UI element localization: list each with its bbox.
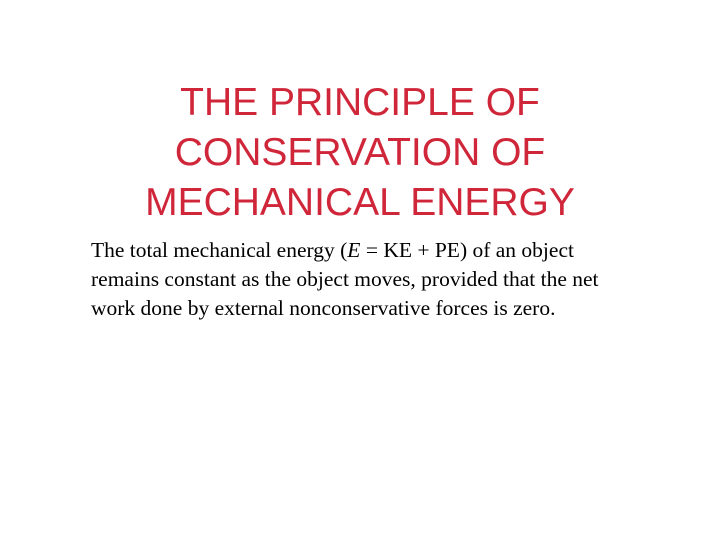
title-line-2: CONSERVATION OF: [174, 131, 546, 175]
energy-symbol: E: [347, 238, 361, 262]
statement-line-3: work done by external nonconservative forces is zero.: [91, 296, 556, 320]
statement-text-post: = KE + PE) of an object: [360, 238, 574, 262]
statement-line-2: remains constant as the object moves, provided that the net: [91, 267, 599, 291]
title-line-3: MECHANICAL ENERGY: [145, 181, 575, 225]
slide-title: [60, 78, 660, 228]
statement-line-1: [91, 236, 681, 265]
statement-text-pre: The total mechanical energy (: [91, 238, 348, 262]
principle-statement: [91, 236, 681, 323]
title-line-1: THE PRINCIPLE OF: [180, 81, 540, 125]
